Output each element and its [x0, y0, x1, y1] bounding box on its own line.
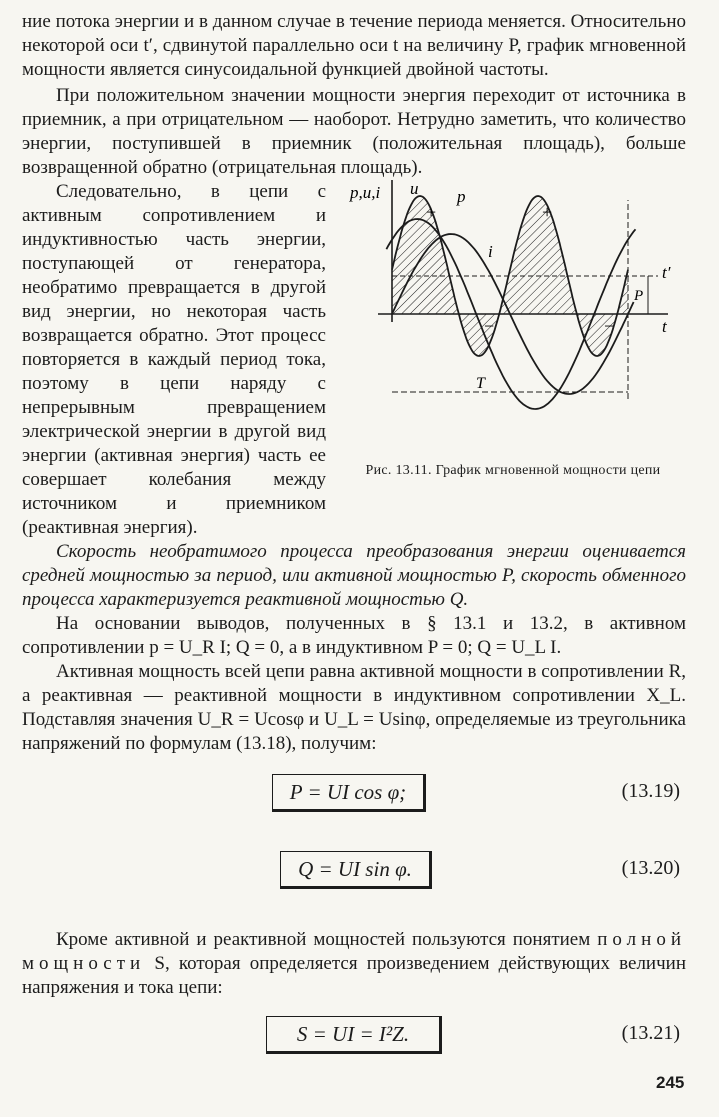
formula-13-20	[22, 851, 686, 891]
T-label: T	[476, 375, 485, 392]
paragraph-7	[22, 928, 686, 1000]
p-label: p	[457, 187, 466, 206]
paragraph-1: ние потока энергии и в данном случае в течение периода меняется. Относительно некоторой оси t′, сдвинутой параллельно оси t на величину P, график мгновенной мощности является синусоидальной функцией двойной частоты.	[22, 11, 686, 80]
formula-box: Q = UI sin φ.	[280, 851, 432, 889]
minus-sign-2: −	[604, 316, 615, 336]
u-label: u	[410, 180, 419, 198]
t-prime-label: t′	[662, 263, 671, 282]
formula-box: P = UI cos φ;	[272, 774, 426, 812]
paragraph-3: Следовательно, в цепи с активным сопротивлением и индуктивностью часть энергии, поступающей от генератора, необратимо превращается в другой вид энергии, но некоторая часть возвращается обратно. Этот процесс повторяется в каждый период тока, поэтому в цепи наряду с непрерывным превращением электрической энергии в другой вид энергии (активная энергия) часть ее совершает колебания между источником и приемником (реактивная энергия).	[22, 181, 326, 538]
t-label: t	[662, 317, 667, 336]
paragraph-7-start: Кроме активной и реактивной мощностей пользуются понятием	[56, 929, 591, 950]
formula-number: (13.21)	[621, 1022, 680, 1044]
page-body	[22, 10, 686, 756]
power-graph	[340, 180, 686, 460]
P-label: P	[634, 288, 644, 304]
paragraph-2: При положительном значении мощности энергия переходит от источника в приемник, а при отрицательном — наоборот. Нетрудно заметить, что количество энергии, поступившей в приемник (положительная площадь), больше возвращенной обратно (отрицательная площадь).	[22, 85, 686, 178]
paragraph-5: На основании выводов, полученных в § 13.1 и 13.2, в активном сопротивлении p = U_R I; Q = 0, а в индуктивном P = 0; Q = U_L I.	[22, 613, 686, 658]
paragraph-6: Активная мощность всей цепи равна активной мощности в сопротивлении R, а реактивная — реактивной мощности в индуктивном сопротивлении X_L. Подставляя значения U_R = Ucosφ и U_L = Usinφ, определяемые из треугольника напряжений по формулам (13.18), получим:	[22, 661, 686, 754]
term-full-power: полной мощности	[22, 929, 687, 974]
formula-number: (13.20)	[621, 857, 680, 879]
figure-caption: Рис. 13.11. График мгновенной мощности цепи	[365, 463, 661, 478]
formula-13-19	[22, 774, 686, 814]
formula-number: (13.19)	[621, 780, 680, 802]
closing-paragraph-wrap	[22, 928, 686, 1000]
figure-13-11	[340, 180, 686, 505]
plus-sign-2: +	[542, 202, 553, 222]
plus-sign-1: +	[426, 202, 437, 222]
minus-sign-1: −	[484, 316, 495, 336]
axis-label-pui: p,u,i	[350, 183, 381, 202]
page-number: 245	[656, 1073, 685, 1092]
paragraph-7-end: S, которая определяется произведением действующих величин напряжения и тока цепи:	[22, 953, 686, 998]
i-label: i	[488, 242, 493, 261]
formula-13-21	[22, 1016, 686, 1056]
paragraph-4: Скорость необратимого процесса преобразования энергии оценивается средней мощностью за период, или активной мощностью P, скорость обменного процесса характеризуется реактивной мощностью Q.	[22, 541, 686, 610]
formula-box: S = UI = I²Z.	[266, 1016, 442, 1054]
